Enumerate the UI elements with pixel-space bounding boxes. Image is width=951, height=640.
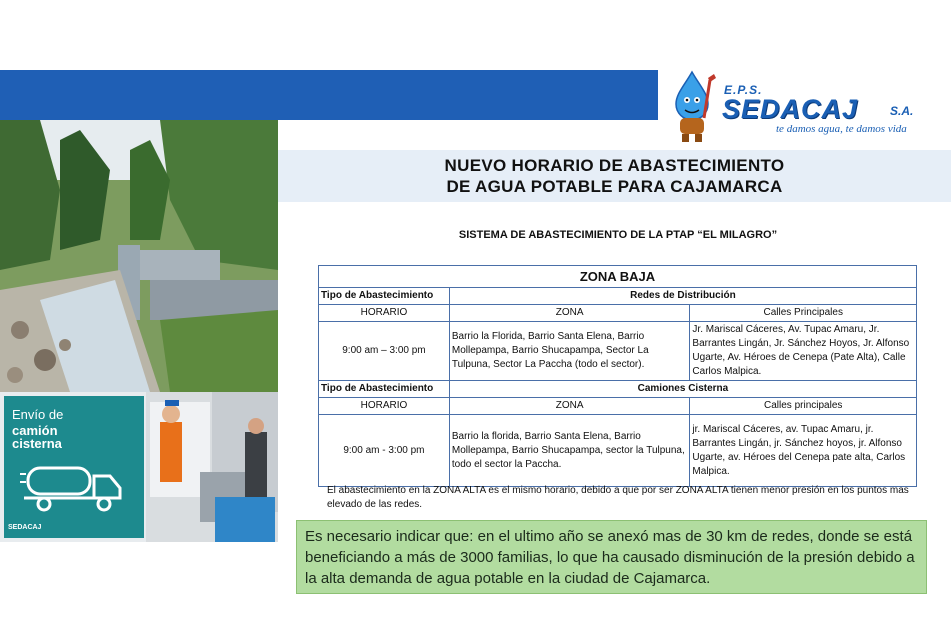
banner-line-1: Envío de (12, 407, 64, 422)
tanker-truck-icon (20, 458, 130, 518)
col-zona: ZONA (449, 305, 690, 322)
page-title-line-2: DE AGUA POTABLE PARA CAJAMARCA (446, 177, 783, 196)
logo-brand-text: SEDACAJ (722, 94, 859, 124)
zona-cell: Barrio la Florida, Barrio Santa Elena, Barrio Mollepampa, Barrio Shucapampa, Sector La Tulpuna, Sector La Paccha (todo el sector). (449, 322, 690, 381)
col-calles: Calles Principales (690, 305, 917, 322)
table-row (319, 305, 917, 322)
tipo-abastecimiento-label: Tipo de Abastecimiento (319, 381, 450, 398)
sedacaj-logo (660, 66, 951, 146)
title-band (278, 150, 951, 202)
banner-line-3: cisterna (12, 436, 62, 451)
zona-alta-note: El abastecimiento en la ZONA ALTA es el mismo horario, debido a que por ser ZONA ALTA tienen menor presión en los puntos mas elevado de las redes. (327, 485, 909, 510)
table-row (319, 322, 917, 381)
header-blue-band (0, 70, 658, 120)
logo-slogan: te damos agua, te damos vida (776, 123, 907, 135)
calles-cell: jr. Mariscal Cáceres, av. Tupac Amaru, jr. Barrantes Lingán, jr. Sánchez hoyos, jr. Alfonso Ugarte, av. Héroes del Cenepa pate alta, Carlos Malpica. (690, 415, 917, 487)
banner-line-2: camión (12, 423, 58, 438)
group-label: Redes de Distribución (449, 288, 916, 305)
table-row (319, 288, 917, 305)
col-horario: HORARIO (319, 398, 450, 415)
logo-sa-text: S.A. (890, 104, 914, 118)
table-row (319, 398, 917, 415)
truck-delivery-card (4, 396, 144, 538)
schedule-table (318, 265, 917, 487)
calles-cell: Jr. Mariscal Cáceres, Av. Tupac Amaru, Jr. Barrantes Lingán, Jr. Sánchez Hoyos, Jr. Alfonso Ugarte, Av. Héroes de Cenepa (Pate Alta), Calle Carlos Malpica. (690, 322, 917, 381)
tipo-abastecimiento-label: Tipo de Abastecimiento (319, 288, 450, 305)
water-intake-photo (0, 120, 278, 392)
banner-brand: SEDACAJ (8, 524, 42, 531)
logo-eps-text: E.P.S. (724, 83, 763, 97)
col-zona: ZONA (449, 398, 690, 415)
water-drop-mascot-icon (664, 70, 720, 144)
callout-box: Es necesario indicar que: en el ultimo año se anexó mas de 30 km de redes, donde se está beneficiando a más de 3000 familias, lo que ha causado disminución de la presión debido a la alta demanda de agua potable en la ciudad de Cajamarca. (296, 520, 927, 594)
table-row (319, 266, 917, 288)
table-row (319, 381, 917, 398)
system-subtitle: SISTEMA DE ABASTECIMIENTO DE LA PTAP “EL MILAGRO” (458, 229, 778, 241)
col-horario: HORARIO (319, 305, 450, 322)
horario-cell: 9:00 am – 3:00 pm (319, 322, 450, 381)
zona-title: ZONA BAJA (319, 266, 917, 288)
table-row (319, 415, 917, 487)
page-title-line-1: NUEVO HORARIO DE ABASTECIMIENTO (444, 156, 785, 175)
truck-delivery-banner (0, 392, 278, 542)
col-calles: Calles principales (690, 398, 917, 415)
group-label: Camiones Cisterna (449, 381, 916, 398)
zona-cell: Barrio la florida, Barrio Santa Elena, Barrio Mollepampa, Barrio Shucapampa, sector la Tulpuna, todo el sector la Paccha. (449, 415, 690, 487)
horario-cell: 9:00 am - 3:00 pm (319, 415, 450, 487)
